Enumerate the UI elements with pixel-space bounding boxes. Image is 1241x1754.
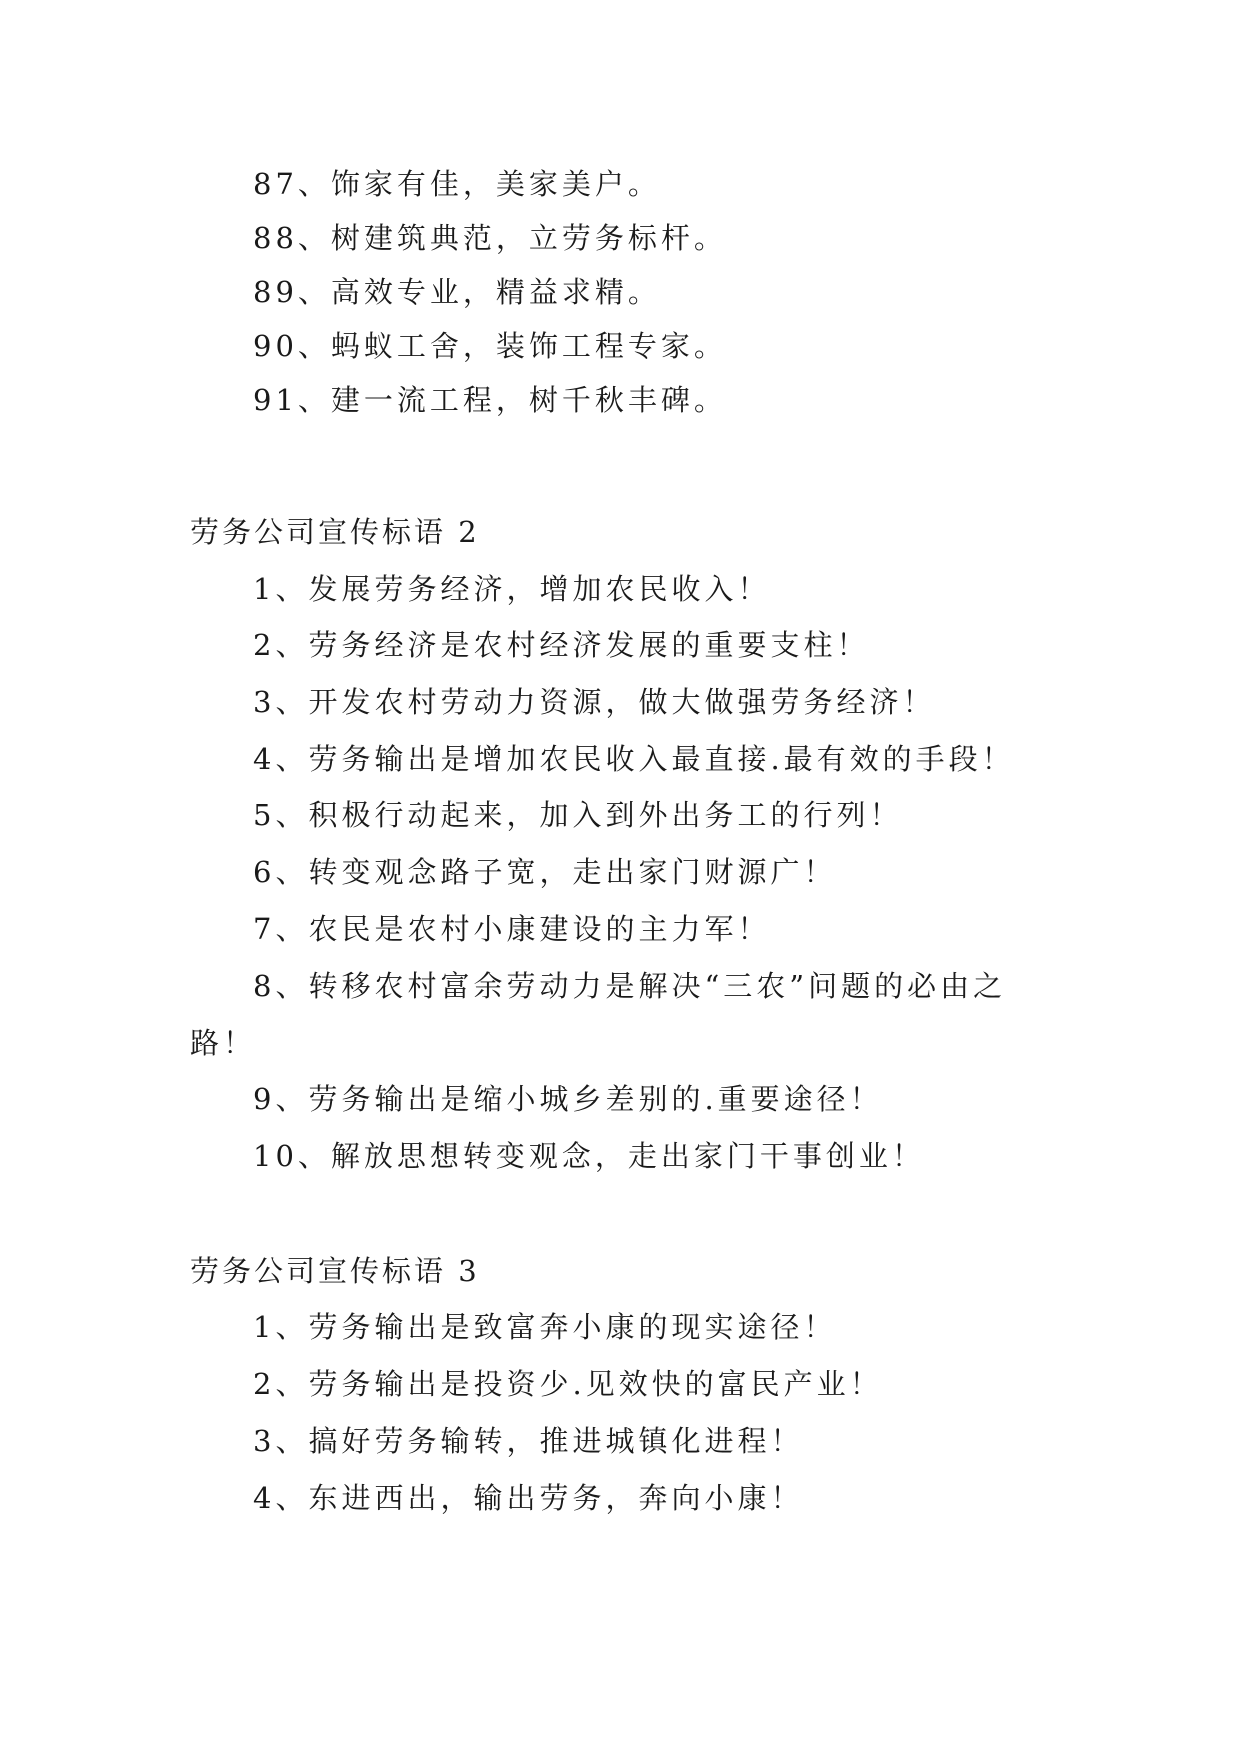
list-item: 7、农民是农村小康建设的主力军！ <box>253 912 771 946</box>
list-item: 3、开发农村劳动力资源，做大做强劳务经济！ <box>253 685 936 719</box>
list-item: 4、劳务输出是增加农民收入最直接.最有效的手段！ <box>253 742 1015 776</box>
list-item: 1、发展劳务经济，增加农民收入！ <box>253 572 771 606</box>
list-item: 1、劳务输出是致富奔小康的现实途径！ <box>253 1310 837 1344</box>
list-item: 10、解放思想转变观念，走出家门干事创业！ <box>253 1139 925 1173</box>
list-item: 5、积极行动起来，加入到外出务工的行列！ <box>253 798 903 832</box>
list-item: 87、饰家有佳，美家美户。 <box>253 167 661 201</box>
list-item: 9、劳务输出是缩小城乡差别的.重要途径！ <box>253 1082 883 1116</box>
list-item: 4、东进西出，输出劳务，奔向小康！ <box>253 1481 804 1515</box>
list-item: 3、搞好劳务输转，推进城镇化进程！ <box>253 1424 804 1458</box>
list-item: 90、蚂蚁工舍，装饰工程专家。 <box>253 329 727 363</box>
list-item: 2、劳务经济是农村经济发展的重要支柱！ <box>253 628 870 662</box>
list-item: 8、转移农村富余劳动力是解决“三农”问题的必由之 <box>253 969 1007 1003</box>
section-heading: 劳务公司宣传标语 3 <box>190 1254 480 1288</box>
section-heading: 劳务公司宣传标语 2 <box>190 515 480 549</box>
list-item-continuation: 路！ <box>190 1026 257 1060</box>
list-item: 6、转变观念路子宽，走出家门财源广！ <box>253 855 837 889</box>
list-item: 2、劳务输出是投资少.见效快的富民产业！ <box>253 1367 883 1401</box>
list-item: 88、树建筑典范，立劳务标杆。 <box>253 221 727 255</box>
list-item: 91、建一流工程，树千秋丰碑。 <box>253 383 727 417</box>
list-item: 89、高效专业，精益求精。 <box>253 275 661 309</box>
